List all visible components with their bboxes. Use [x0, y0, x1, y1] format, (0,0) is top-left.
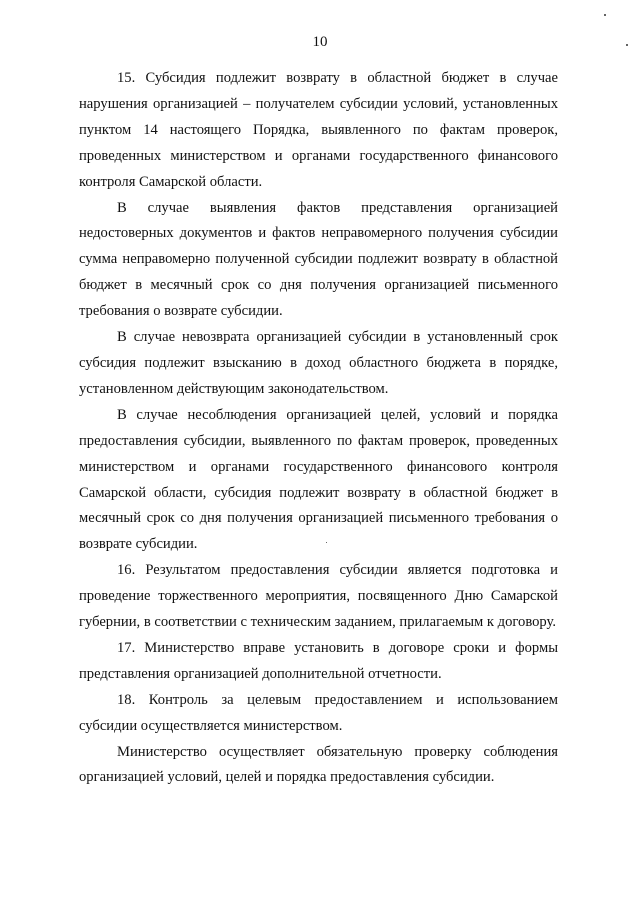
- paragraph-mandatory-check: Министерство осуществляет обязательную проверку соблюдения организацией условий, целей и порядка предоставления субсидии.: [79, 743, 558, 786]
- paragraph-non-return: В случае невозврата организацией субсидии в установленный срок субсидия подлежит взысканию в доход областного бюджета в порядке, установленном действующим законодательством.: [79, 329, 558, 397]
- scan-speck: [604, 14, 606, 16]
- paragraph-16-result: 16. Результатом предоставления субсидии является подготовка и проведение торжественного мероприятия, посвященного Дню Самарской губернии, в соответствии с техническим заданием, прилагаемым к договору.: [79, 562, 558, 631]
- document-body: [79, 66, 558, 791]
- paragraph-non-compliance: В случае несоблюдения организацией целей, условий и порядка предоставления субсидии, выявленного по фактам проверок, проведенных министерством и органами государственного финансового контроля Самарской области, субсидия подлежит возврату в областной бюджет в месячный срок со дня получения организацией письменного требования о возврате субсидии.: [79, 406, 558, 553]
- scan-speck: [626, 44, 628, 46]
- paragraph-false-documents: В случае выявления фактов представления организацией недостоверных документов и фактов неправомерного получения субсидии сумма неправомерно полученной субсидии подлежит возврату в областной бюджет в месячный срок со дня получения организацией письменного требования о возврате субсидии.: [79, 199, 558, 320]
- paragraph-15-refund-on-violation: 15. Субсидия подлежит возврату в областной бюджет в случае нарушения организацией – получателем субсидии условий, установленных пунктом 14 настоящего Порядка, выявленного по фактам проверок, проведенных министерством и органами государственного финансового контроля Самарской области.: [79, 70, 558, 190]
- paragraph-18-control: 18. Контроль за целевым предоставлением и использованием субсидии осуществляется министерством.: [79, 691, 558, 734]
- page-number: 10: [312, 34, 328, 50]
- scan-speck: [326, 542, 327, 543]
- paragraph-17-reporting: 17. Министерство вправе установить в договоре сроки и формы представления организацией дополнительной отчетности.: [79, 639, 558, 682]
